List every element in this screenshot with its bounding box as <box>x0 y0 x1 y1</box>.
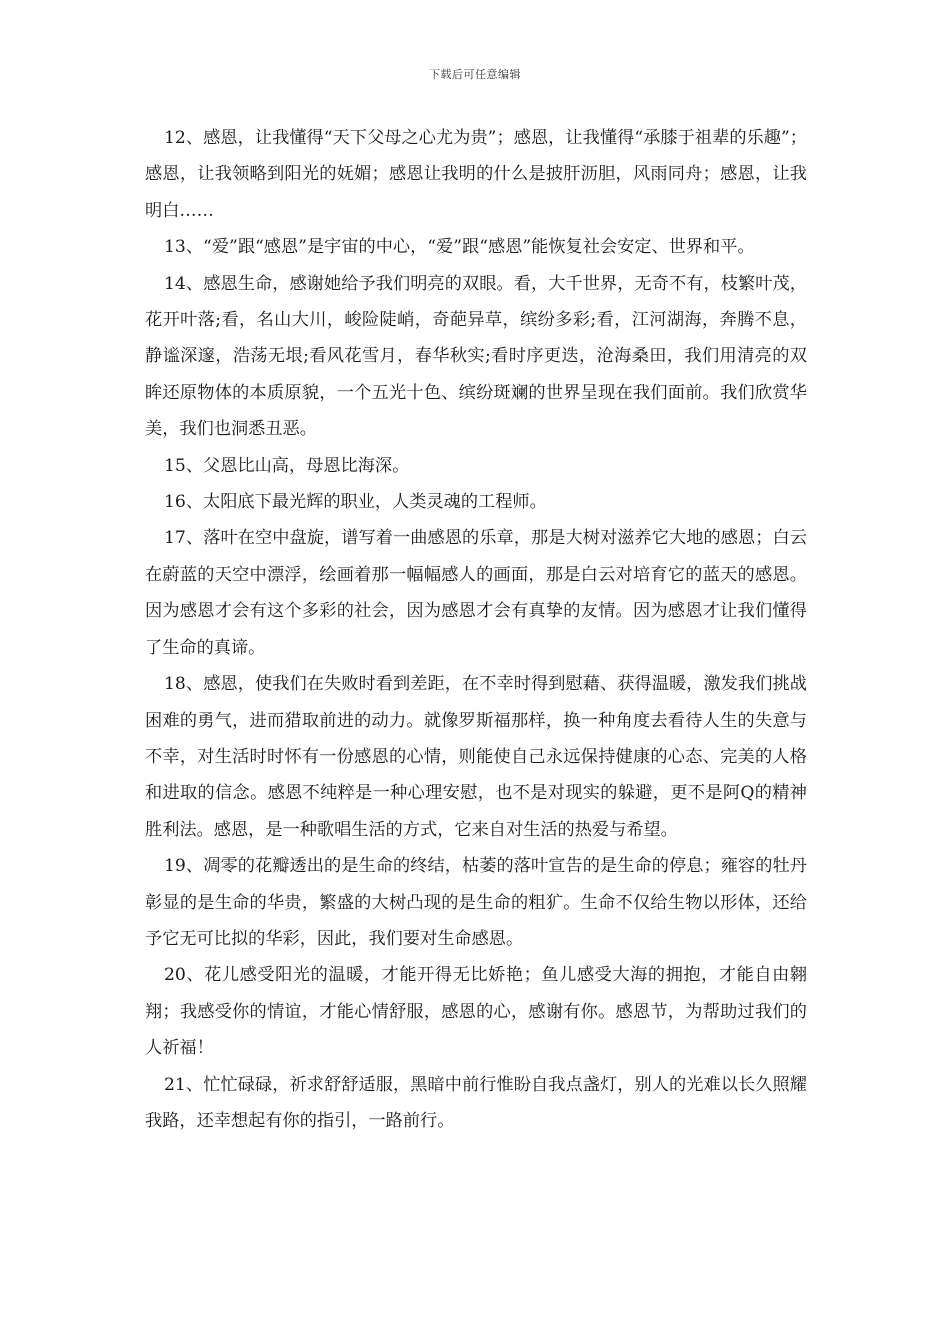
page-header: 下载后可任意编辑 <box>429 68 521 81</box>
paragraph-13: 13、“爱”跟“感恩”是宇宙的中心，“爱”跟“感恩”能恢复社会安定、世界和平。 <box>164 237 755 258</box>
paragraph-15: 15、父恩比山高，母恩比海深。 <box>164 455 410 476</box>
paragraph-18: 18、感恩，使我们在失败时看到差距，在不幸时得到慰藉、获得温暖，激发我们挑战困难的勇气，进而猎取前进的动力。就像罗斯福那样，换一种角度去看待人生的失意与不幸，对生活时时怀有一份感恩的心情，则能使自己永远保持健康的心态、完美的人格和进取的信念。感恩不纯粹是一种心理安慰，也不是对现实的躲避，更不是阿Q的精神胜利法。感恩，是一种歌唱生活的方式，它来自对生活的热爱与希望。 <box>145 674 807 840</box>
paragraph-16: 16、太阳底下最光辉的职业，人类灵魂的工程师。 <box>164 492 547 513</box>
paragraph-21: 21、忙忙碌碌，祈求舒舒适服，黑暗中前行惟盼自我点盏灯，别人的光难以长久照耀我路，还幸想起有你的指引，一路前行。 <box>145 1074 807 1131</box>
paragraph-12: 12、感恩，让我懂得“天下父母之心尤为贵”；感恩，让我懂得“承膝于祖辈的乐趣”；感恩，让我领略到阳光的妩媚；感恩让我明的什么是披肝沥胆，风雨同舟；感恩，让我明白…… <box>145 128 807 221</box>
paragraph-19: 19、凋零的花瓣透出的是生命的终结，枯萎的落叶宣告的是生命的停息；雍容的牡丹彰显的是生命的华贵，繁盛的大树凸现的是生命的粗犷。生命不仅给生物以形体，还给予它无可比拟的华彩，因此，我们要对生命感恩。 <box>145 856 807 949</box>
paragraph-20: 20、花儿感受阳光的温暖，才能开得无比娇艳；鱼儿感受大海的拥抱，才能自由翱翔；我感受你的情谊，才能心情舒服，感恩的心，感谢有你。感恩节，为帮助过我们的人祈福！ <box>145 965 807 1059</box>
paragraph-17: 17、落叶在空中盘旋，谱写着一曲感恩的乐章，那是大树对滋养它大地的感恩；白云在蔚蓝的天空中漂浮，绘画着那一幅幅感人的画面，那是白云对培育它的蓝天的感恩。因为感恩才会有这个多彩的社会，因为感恩才会有真挚的友情。因为感恩才让我们懂得了生命的真谛。 <box>145 528 807 658</box>
paragraph-14: 14、感恩生命，感谢她给予我们明亮的双眼。看，大千世界，无奇不有，枝繁叶茂，花开叶落;看，名山大川，峻险陡峭，奇葩异草，缤纷多彩;看，江河湖海，奔腾不息，静谧深邃，浩荡无垠;看风花雪月，春华秋实;看时序更迭，沧海桑田，我们用清亮的双眸还原物体的本质原貌，一个五光十色、缤纷斑斓的世界呈现在我们面前。我们欣赏华美，我们也洞悉丑恶。 <box>145 273 807 440</box>
document-body <box>145 120 807 1139</box>
